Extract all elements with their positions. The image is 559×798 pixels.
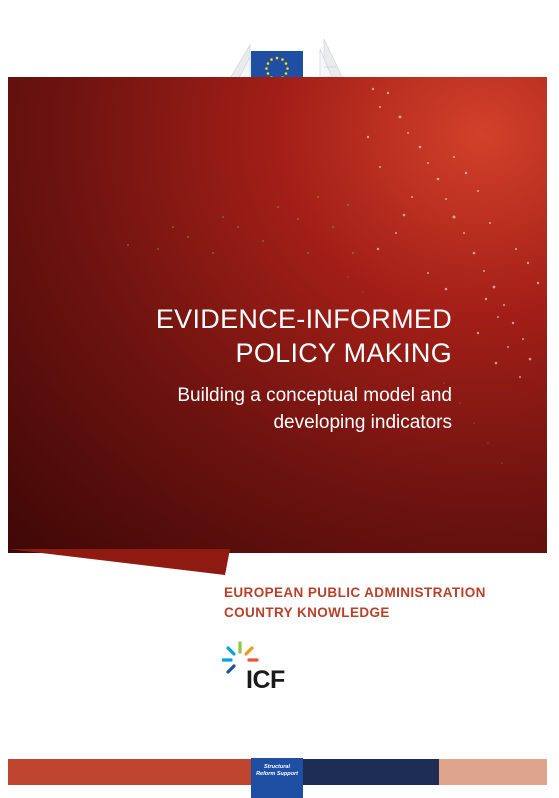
page-title xyxy=(156,302,452,370)
title-line2: POLICY MAKING xyxy=(235,338,452,368)
page-subtitle xyxy=(177,382,452,436)
series-line1: EUROPEAN PUBLIC ADMINISTRATION xyxy=(224,585,486,600)
footer-band-peach xyxy=(439,759,547,785)
icf-wordmark: ICF xyxy=(246,666,285,694)
series-line2: COUNTRY KNOWLEDGE xyxy=(224,605,390,620)
subtitle-line1: Building a conceptual model and xyxy=(177,385,452,406)
support-line2: Reform Support xyxy=(256,771,298,777)
structural-reform-support-logo xyxy=(251,758,303,798)
hero-tab-shape xyxy=(8,549,230,575)
subtitle-line2: developing indicators xyxy=(273,412,452,433)
series-label xyxy=(224,583,486,623)
footer-band-red xyxy=(8,759,251,785)
title-line1: EVIDENCE-INFORMED xyxy=(155,304,452,334)
support-line1: Structural xyxy=(264,764,290,770)
